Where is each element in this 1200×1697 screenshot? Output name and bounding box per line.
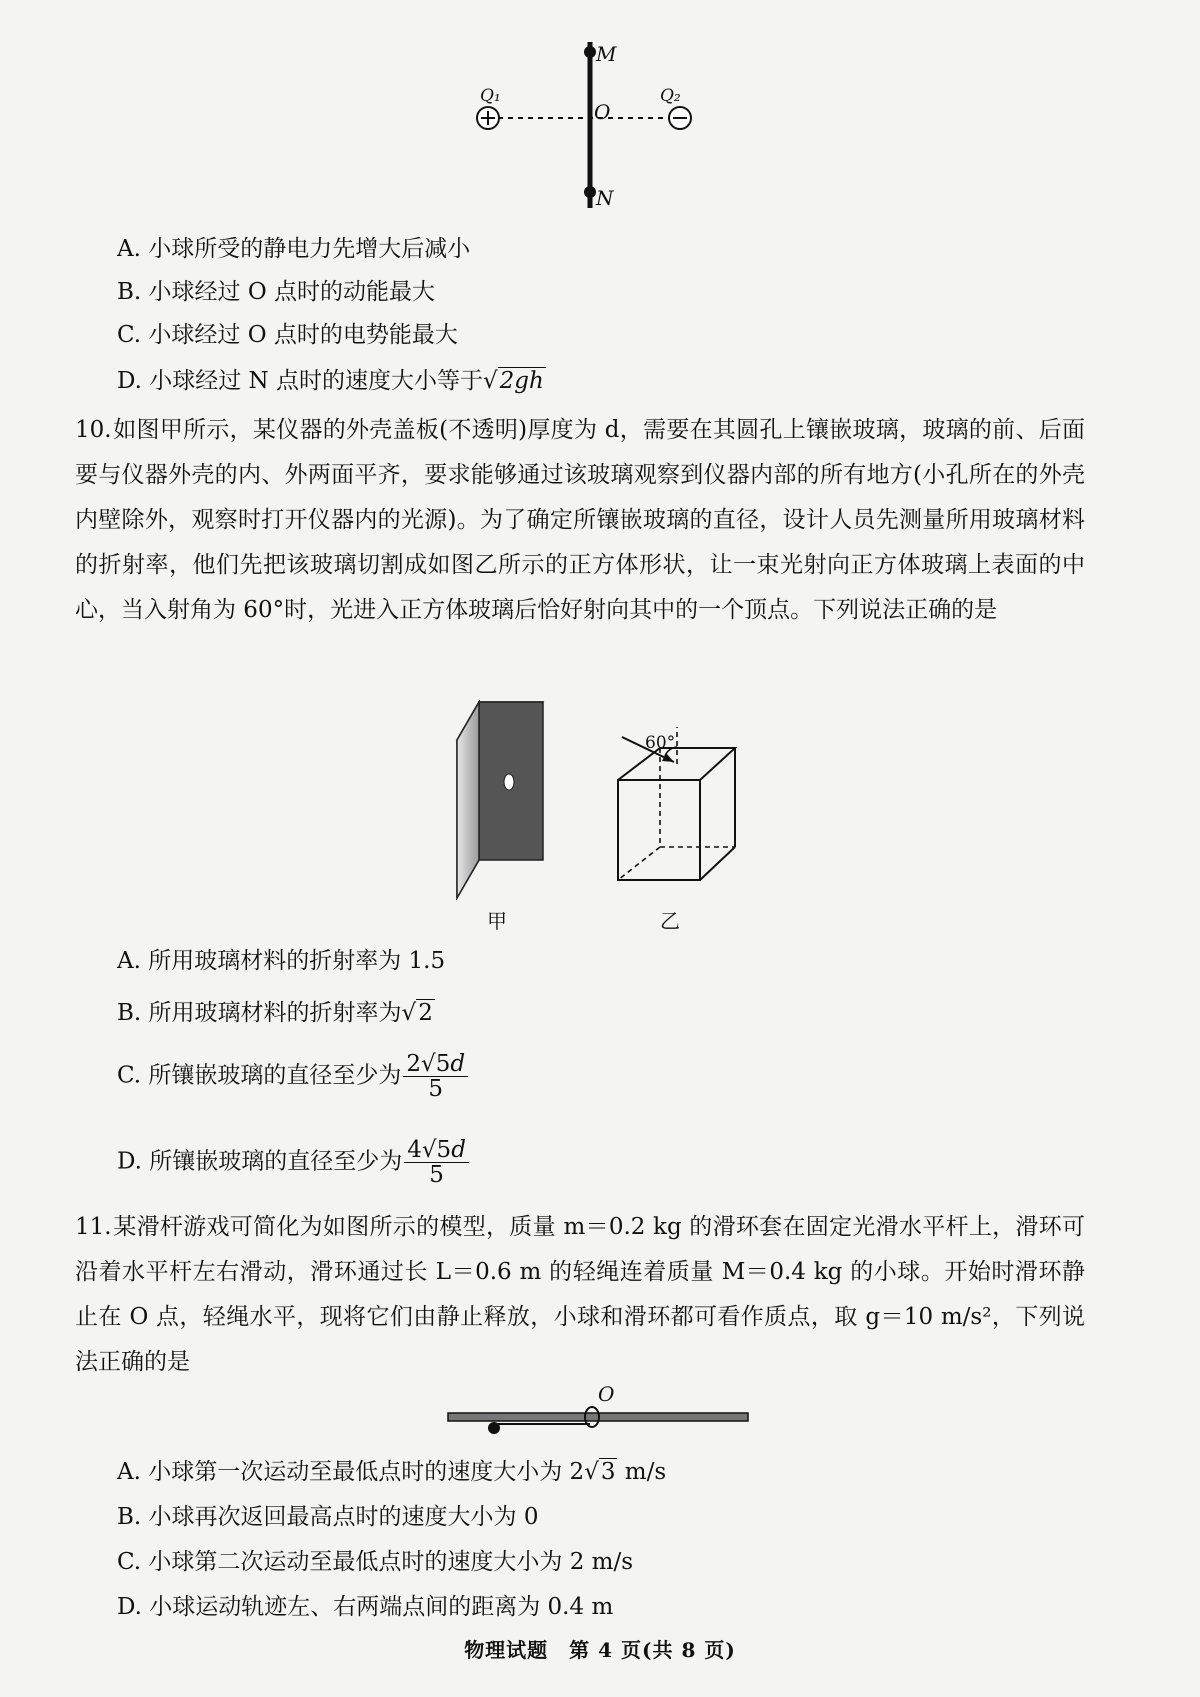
figure-jia-panel xyxy=(455,700,565,900)
label-angle: 60° xyxy=(645,733,676,753)
page-footer: 物理试题 第 4 页(共 8 页) xyxy=(464,1638,736,1662)
fraction: $\frac{4√5d}{5}$ xyxy=(404,1138,469,1187)
q11-option-b: B. 小球再次返回最高点时的速度大小为 0 xyxy=(117,1504,539,1530)
q11-option-a: A. 小球第一次运动至最低点时的速度大小为 2√3 m/s xyxy=(117,1459,667,1485)
q10-option-d: D. 所镶嵌玻璃的直径至少为 $\frac{4√5d}{5}$ xyxy=(117,1138,469,1187)
figure-yi-cube xyxy=(610,725,760,895)
q9-option-d: D. 小球经过 N 点时的速度大小等于√2gh xyxy=(117,368,544,394)
q10-option-a: A. 所用玻璃材料的折射率为 1.5 xyxy=(117,948,446,974)
q11-option-d: D. 小球运动轨迹左、右两端点间的距离为 0.4 m xyxy=(117,1594,614,1620)
label-Q1: Q₁ xyxy=(480,86,501,106)
bleed-through-text xyxy=(215,82,230,127)
figure-charges-rod xyxy=(470,30,710,220)
q11-option-c: C. 小球第二次运动至最低点时的速度大小为 2 m/s xyxy=(117,1549,634,1575)
label-yi: 乙 xyxy=(660,909,680,933)
label-Q2: Q₂ xyxy=(660,86,681,106)
fraction: $\frac{2√5d}{5}$ xyxy=(403,1052,468,1101)
sqrt-expression: √2gh xyxy=(483,368,544,394)
q10-option-b: B. 所用玻璃材料的折射率为√2 xyxy=(117,1000,433,1026)
label-O-q11: O xyxy=(598,1382,615,1406)
label-N: N xyxy=(596,186,614,210)
q10-option-c: C. 所镶嵌玻璃的直径至少为 $\frac{2√5d}{5}$ xyxy=(117,1052,468,1101)
q10-stem: 10.如图甲所示，某仪器的外壳盖板(不透明)厚度为 d，需要在其圆孔上镶嵌玻璃，玻璃的前、后面要与仪器外壳的内、外两面平齐，要求能够通过该玻璃观察到仪器内部的所有地方(小孔所在的外壳内壁除外，观察时打开仪器内的光源)。为了确定所镶嵌玻璃的直径，设计人员先测量所用玻璃材料的折射率，他们先把该玻璃切割成如图乙所示的正方体形状，让一束光射向正方体玻璃上表面的中心，当入射角为 60°时，光进入正方体玻璃后恰好射向其中的一个顶点。下列说法正确的是 xyxy=(75,417,1085,623)
label-M: M xyxy=(596,42,617,66)
label-jia: 甲 xyxy=(487,909,507,933)
label-O: O xyxy=(594,100,611,124)
q9-option-b: B. 小球经过 O 点时的动能最大 xyxy=(117,279,436,305)
q9-option-a: A. 小球所受的静电力先增大后减小 xyxy=(117,236,471,262)
q11-stem: 11.某滑杆游戏可简化为如图所示的模型，质量 m＝0.2 kg 的滑环套在固定光滑水平杆上，滑环可沿着水平杆左右滑动，滑环通过长 L＝0.6 m 的轻绳连着质量 M＝0.4 kg 的小球。开始时滑环静止在 O 点，轻绳水平，现将它们由静止释放，小球和滑环都可看作质点，取 g＝10 m/s²，下列说法正确的是 xyxy=(75,1214,1085,1375)
q9-option-c: C. 小球经过 O 点时的电势能最大 xyxy=(117,322,458,348)
